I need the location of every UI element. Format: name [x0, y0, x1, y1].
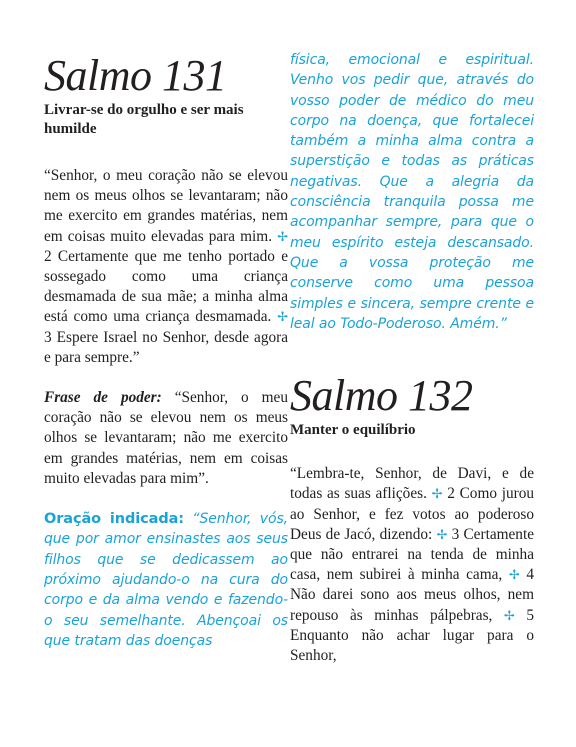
psalm-131-title: Salmo 131: [44, 51, 227, 100]
psalm-132-subtitle: Manter o equilíbrio: [290, 422, 416, 439]
verse-2: 2 Certamente que me tenho portado e sossegado como uma criança desmamada de sua mãe; a minha alma está como uma criança desmamada.: [44, 247, 288, 326]
prayer-continued: física, emocional e espiritual. Venho vos pedir que, através do vosso poder de médico do meu corpo na doença, que fortalecei também a minha alma contra a superstição e todas as práticas negativas. Que a alegria da consciência tranquila possa me acompanhar sempre, para que o meu espírito esteja descansado. Que a vossa proteção me conserve como uma pessoa simples e sincera, sempre crente e leal ao Todo-Poderoso. Amém.”: [290, 52, 534, 332]
cross-icon: ✢: [277, 228, 288, 244]
verse-3: 3 Certamente que não entrarei na tenda de minha casa, nem subirei à minha cama,: [290, 525, 534, 584]
verse-2: 2 Como jurou ao Senhor, e fez votos ao poderoso Deus de Jacó, dizendo:: [290, 485, 535, 543]
power-phrase-label: Frase de poder:: [44, 389, 162, 407]
left-column: [44, 0, 288, 651]
cross-icon: ✢: [503, 607, 515, 623]
prayer: [44, 509, 288, 651]
cross-icon: ✢: [431, 486, 443, 502]
power-phrase-text: “Senhor, o meu coração não se elevou nem os meus olhos se levantaram; não me exercito em grandes matérias, nem em coisas muito elevadas para mim”.: [44, 389, 288, 487]
psalm-132-title: Salmo 132: [290, 371, 473, 421]
verse-3: 3 Espere Israel no Senhor, desde agora e para sempre.”: [44, 328, 288, 366]
power-phrase: [44, 388, 288, 489]
verse-1: “Senhor, o meu coração não se elevou nem os meus olhos se levantaram; não me exercito em grandes matérias, nem em coisas muito elevadas para mim.: [44, 167, 288, 245]
right-column: [290, 0, 534, 666]
cross-icon: ✢: [436, 526, 448, 542]
prayer-label: Oração indicada:: [44, 511, 184, 528]
verse-1: “Lembra-te, Senhor, de Davi, e de todas as suas aflições.: [290, 465, 534, 503]
prayer-text: “Senhor, vós, que por amor ensinastes aos seus filhos que se dedicassem ao próximo ajudando-o na cura do corpo e da alma vendo e fazendo-o seu semelhante. Abençoai os que tratam das doenças: [44, 511, 288, 649]
cross-icon: ✢: [508, 567, 520, 583]
verse-4: 4 Não darei sono aos meus olhos, nem repouso às minhas pálpebras,: [290, 566, 534, 624]
cross-icon: ✢: [277, 309, 288, 325]
psalm-131-text: [44, 166, 288, 368]
psalm-131-subtitle: Livrar-se do orgulho e ser mais humilde: [44, 102, 244, 137]
verse-5: 5 Enquanto não achar lugar para o Senhor,: [290, 606, 534, 664]
psalm-132-text: [290, 464, 534, 666]
